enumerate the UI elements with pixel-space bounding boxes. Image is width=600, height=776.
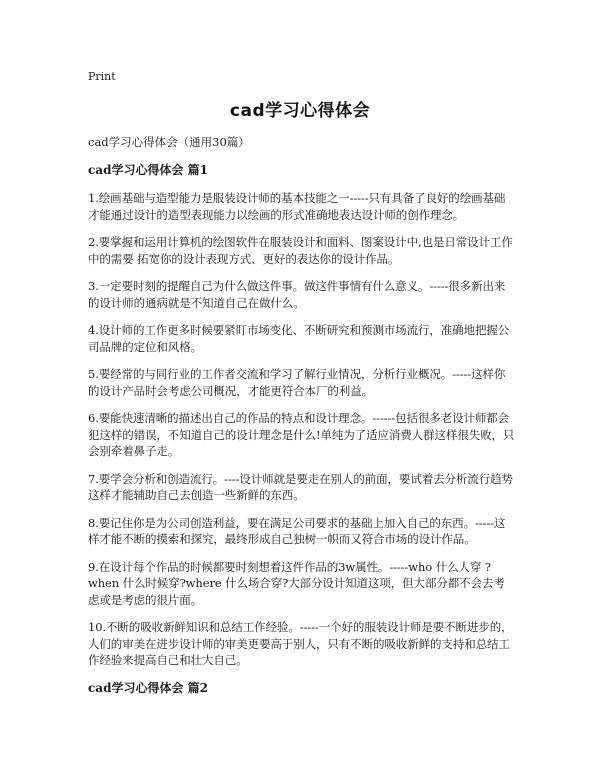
paragraph: 5.要经常的与同行业的工作者交流和学习了解行业情况，分析行业概况。-----这样你的设计产品时会考虑公司概况，才能更符合本厂的利益。 (88, 367, 506, 398)
paragraph: 2.要掌握和运用计算机的绘图软件在服装设计和面料、图案设计中,也是日常设计工作中的需要 拓宽你的设计表现方式、更好的表达你的设计作品。 (88, 235, 513, 266)
paragraph: 6.要能快速清晰的描述出自己的作品的特点和设计理念。------包括很多老设计师都会犯这样的错误，不知道自己的设计理念是什么!单纯为了适应消费人群这样很失败，只会别牵着鼻子走。 (88, 411, 515, 458)
document-subtitle: cad学习心得体会（通用30篇） (88, 135, 250, 149)
section-heading-1: cad学习心得体会 篇1 (88, 163, 209, 177)
section-heading-2: cad学习心得体会 篇2 (88, 680, 209, 695)
paragraph: 3.一定要时刻的提醒自己为什么做这件事。做这件事情有什么意义。-----很多新出来的设计师的通病就是不知道自己在做什么。 (88, 279, 506, 310)
paragraph: 4.设计师的工作更多时候要紧盯市场变化、不断研究和预测市场流行，准确地把握公司品牌的定位和风格。 (88, 323, 510, 354)
document-body (88, 134, 516, 708)
paragraph: 8.要记住你是为公司创造利益，要在满足公司要求的基础上加入自己的东西。-----这样才能不断的摸索和探究，最终形成自己独树一帜而又符合市场的设计作品。 (88, 515, 506, 546)
print-label[interactable]: Print (88, 70, 116, 83)
paragraph: 9.在设计每个作品的时候都要时刻想着这件作品的3w属性。-----who 什么人穿 ?when 什么时候穿?where 什么场合穿?大部分设计知道这项，但大部分都不会去考虑或是考虑的很片面。 (88, 559, 505, 607)
paragraph: 10.不断的吸收新鲜知识和总结工作经验。-----一个好的服装设计师是要不断进步的，人们的审美在进步设计师的审美更要高于别人，只有不断的吸收新鲜的支持和总结工作经验来提高自己和壮大自己。 (88, 620, 513, 667)
page-title: cad学习心得体会 (229, 101, 371, 121)
paragraph: 7.要学会分析和创造流行。----设计师就是要走在别人的前面，要试着去分析流行趋势这样才能辅助自己去创造一些新鲜的东西。 (88, 471, 513, 502)
paragraph: 1.绘画基础与造型能力是服装设计师的基本技能之一-----只有具备了良好的绘画基础才能通过设计的造型表现能力以绘画的形式准确地表达设计师的创作理念。 (88, 191, 506, 222)
